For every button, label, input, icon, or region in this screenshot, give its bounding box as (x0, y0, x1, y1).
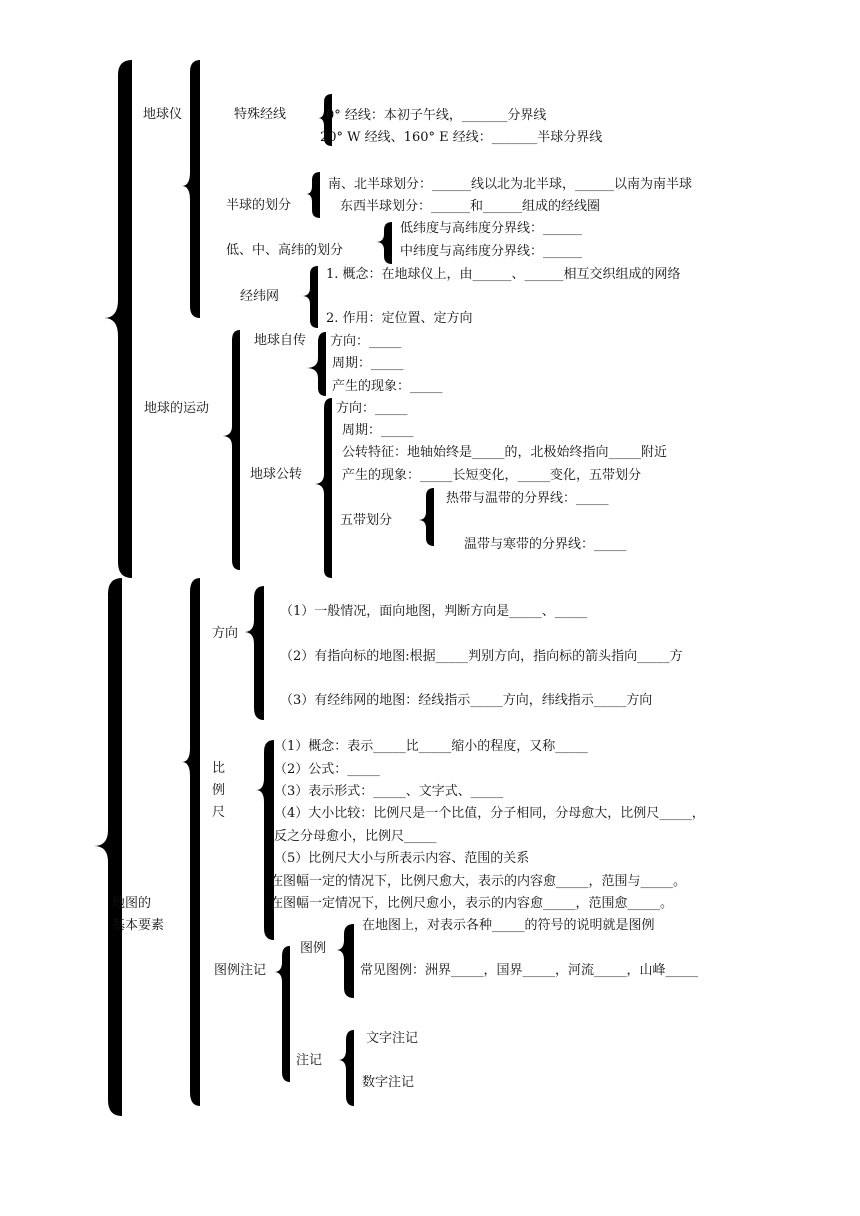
zone-polar: 温带与寒带的分界线：_____ (464, 537, 627, 552)
brace-map-sub (182, 578, 200, 1106)
brace-globe (182, 60, 200, 318)
map-title-line1: 地图的 (112, 896, 152, 911)
scale-label-char-3: 尺 (212, 805, 226, 820)
map-title-line2: 基本要素 (112, 918, 165, 933)
brace-grid (302, 266, 318, 328)
revolution-direction: 方向：_____ (336, 401, 408, 416)
brace-direction (244, 586, 264, 720)
direction-item-1: （1）一般情况，面向地图，判断方向是_____、_____ (280, 604, 588, 619)
scale-label-char-1: 比 (212, 761, 226, 776)
scale-item-4b: 反之分母愈小，比例尺_____ (274, 829, 437, 844)
grid-label: 经纬网 (240, 289, 280, 304)
zones-label: 五带划分 (340, 513, 393, 528)
legend-definition: 在地图上，对表示各种_____的符号的说明就是图例 (362, 918, 655, 933)
latitude-low: 低纬度与高纬度分界线：______ (400, 221, 583, 236)
globe-title: 地球仪 (143, 107, 183, 122)
grid-use: 2. 作用：定位置、定方向 (326, 311, 473, 326)
rotation-label: 地球自传 (254, 333, 307, 348)
latitude-mid: 中纬度与高纬度分界线：______ (400, 244, 583, 259)
scale-item-1: （1）概念：表示_____比_____缩小的程度，又称_____ (274, 739, 588, 754)
legend-group-label: 图例注记 (214, 963, 267, 978)
zone-tropic: 热带与温带的分界线：_____ (446, 491, 609, 506)
scale-item-5a: 在图幅一定的情况下，比例尺愈大，表示的内容愈_____，范围与_____。 (270, 874, 687, 889)
brace-revolution (314, 398, 332, 578)
brace-map (94, 578, 122, 1116)
revolution-feature: 公转特征：地轴始终是_____的，北极始终指向_____附近 (342, 445, 668, 460)
rotation-phenomena: 产生的现象：_____ (332, 379, 443, 394)
legend-label: 图例 (300, 941, 327, 956)
scale-item-5: （5）比例尺大小与所表示内容、范围的关系 (274, 851, 530, 866)
hemisphere-label: 半球的划分 (226, 198, 292, 213)
brace-lat (376, 222, 392, 264)
brace-notes (338, 1030, 354, 1106)
brace-legend (336, 924, 354, 998)
scale-label-char-2: 例 (212, 783, 226, 798)
hemisphere-ew: 东西半球划分：______和______组成的经线圈 (340, 199, 601, 214)
legend-common: 常见图例：洲界_____，国界_____，河流_____，山峰_____ (360, 963, 699, 978)
hemisphere-ns: 南、北半球划分：______线以北为北半球，______以南为南半球 (328, 177, 693, 192)
revolution-period: 周期：_____ (342, 423, 414, 438)
direction-item-2: （2）有指向标的地图:根据_____判别方向，指向标的箭头指向_____方 (280, 649, 683, 664)
scale-item-5b: 在图幅一定情况下，比例尺愈小，表示的内容愈_____，范围愈_____。 (270, 896, 674, 911)
special-line-2: 20° W 经线、160° E 经线：_______半球分界线 (320, 130, 603, 145)
brace-motion (222, 330, 240, 570)
direction-label: 方向 (212, 626, 239, 641)
revolution-label: 地球公转 (250, 467, 303, 482)
notes-label: 注记 (296, 1053, 323, 1068)
rotation-direction: 方向：_____ (330, 334, 402, 349)
motion-title: 地球的运动 (144, 401, 210, 416)
brace-hemi (306, 172, 320, 218)
scale-item-3: （3）表示形式：_____、文字式、_____ (274, 784, 504, 799)
scale-item-2: （2）公式：_____ (274, 762, 380, 777)
scale-item-4a: （4）大小比较：比例尺是一个比值，分子相同，分母愈大，比例尺_____， (274, 806, 705, 821)
brace-earth (104, 60, 132, 578)
rotation-period: 周期：_____ (332, 356, 404, 371)
brace-rotation (306, 332, 326, 396)
special-line-1: 0° 经线：本初子午线，_______分界线 (326, 108, 547, 123)
revolution-phenomena: 产生的现象：_____长短变化，_____变化，五带划分 (342, 468, 642, 483)
brace-legend-group (274, 946, 290, 1082)
number-notes: 数字注记 (362, 1075, 415, 1090)
grid-concept: 1. 概念：在地球仪上，由______、______相互交织组成的网络 (326, 267, 681, 282)
latitude-label: 低、中、高纬的划分 (226, 243, 344, 258)
text-notes: 文字注记 (366, 1031, 419, 1046)
special-lines-label: 特殊经线 (234, 107, 287, 122)
direction-item-3: （3）有经纬网的地图：经线指示_____方向，纬线指示_____方向 (280, 693, 653, 708)
brace-zones (418, 488, 434, 546)
